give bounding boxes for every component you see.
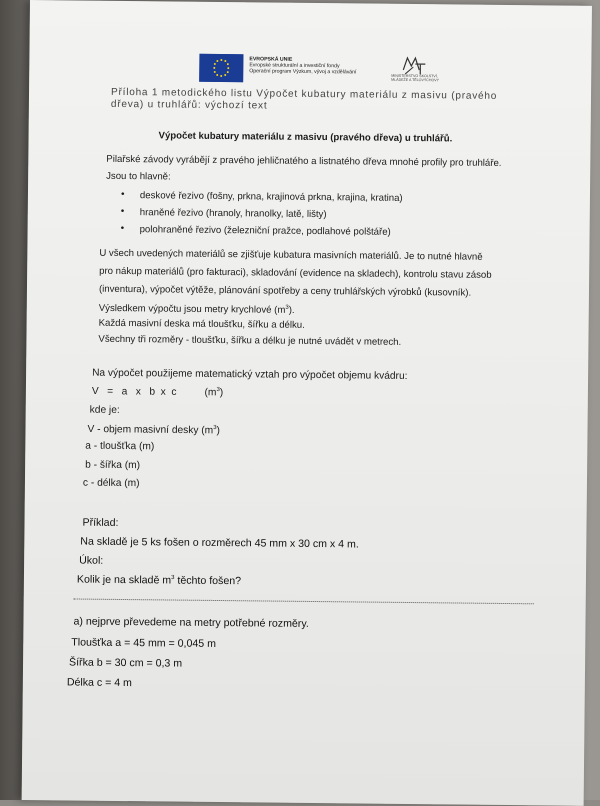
paragraph-line: Každá masivní deska má tloušťku, šířku a délku. — [98, 317, 305, 331]
solution-line: Tloušťka a = 45 mm = 0,045 m — [71, 636, 217, 650]
msmt-text-line: MINISTERSTVO ŠKOLSTVÍ, — [391, 73, 438, 79]
material-list — [112, 190, 402, 244]
document-page — [22, 0, 592, 806]
paragraph-line-result — [99, 300, 295, 317]
task-question — [77, 574, 241, 588]
paragraph-line: Všechny tři rozměry - tloušťku, šířku a délku je nutné uvádět v metrech. — [98, 333, 402, 348]
list-item: • hraněné řezivo (hranoly, hranolky, latě, lišty) — [113, 207, 403, 227]
eu-text-line: Evropské strukturální a investiční fondy — [249, 62, 340, 70]
question-text: těchto fošen? — [174, 574, 242, 588]
formula-text: V = a x b x c — [91, 386, 177, 398]
intro-line-1: Pilařské závody vyrábějí z pravého jehličnatého a listnatého dřeva mnohé profily pro truhláře. — [106, 153, 502, 169]
msmt-logo-text — [391, 74, 439, 83]
list-item: • deskové řezivo (fošny, prkna, krajinová prkna, krajina, kratina) — [113, 190, 403, 210]
example-text: Na skladě je 5 ks fošen o rozměrech 45 mm x 30 cm x 4 m. — [80, 535, 359, 551]
msmt-logo-icon — [401, 54, 429, 76]
subtitle-line-1: Příloha 1 metodického listu Výpočet kubatury materiálu z masivu (pravého — [110, 86, 498, 102]
paragraph-line: U všech uvedených materiálů se zjišťuje kubatura masivních materiálů. Je to nutné hlavně — [99, 247, 483, 263]
formula-c-def: c - délka (m) — [82, 477, 140, 490]
paragraph-line: pro nákup materiálů (pro fakturaci), skladování (evidence na skladech), kontrolu stavu zásob — [99, 265, 492, 281]
list-item: • polohraněné řezivo (železniční pražce, podlahové polštáře) — [112, 224, 402, 244]
formula-text: V - objem masivní desky (m — [87, 424, 214, 437]
document-title: Výpočet kubatury materiálu z masivu (pravého dřeva) u truhlářů. — [158, 130, 453, 145]
paragraph-text: Výsledkem výpočtu jsou metry krychlové (m — [98, 302, 286, 316]
formula-text: ) — [216, 425, 220, 437]
example-label: Příklad: — [82, 516, 119, 529]
subtitle-line-2: dřeva) u truhlářů: výchozí text — [110, 98, 268, 112]
msmt-text-line: MLÁDEŽE A TĚLOVÝCHOVY — [391, 77, 440, 83]
formula-b-def: b - šířka (m) — [85, 459, 141, 472]
dotted-separator — [74, 598, 534, 604]
paragraph-line: (inventura), výpočet výtěže, plánování spotřeby a ceny truhlářských výrobků (kusovník). — [98, 283, 472, 299]
formula-unit: (m — [204, 387, 217, 399]
formula-unit: ) — [219, 387, 224, 399]
eu-text-line: Operační program Výzkum, vývoj a vzdělávání — [249, 68, 357, 76]
eu-flag-icon — [199, 54, 243, 82]
superscript: 3 — [213, 424, 217, 431]
solution-step: a) nejprve převedeme na metry potřebné rozměry. — [73, 615, 309, 630]
superscript: 3 — [171, 574, 175, 582]
formula-v-def — [87, 424, 220, 437]
eu-logo-text — [249, 56, 356, 76]
eu-text-line: EVROPSKÁ UNIE — [249, 56, 293, 63]
formula-intro: Na výpočet použijeme matematický vztah pro výpočet objemu kvádru: — [92, 367, 408, 382]
formula-a-def: a - tloušťka (m) — [85, 440, 155, 453]
task-label: Úkol: — [79, 554, 104, 567]
superscript: 3 — [285, 304, 289, 311]
formula-expression — [92, 386, 223, 399]
formula-kde: kde je: — [89, 404, 120, 416]
superscript: 3 — [216, 386, 220, 394]
paragraph-text: ). — [288, 304, 295, 316]
question-text: Kolik je na skladě m — [76, 573, 172, 587]
intro-line-2: Jsou to hlavně: — [106, 170, 171, 183]
solution-line: Délka c = 4 m — [66, 676, 132, 690]
solution-line: Šířka b = 30 cm = 0,3 m — [69, 656, 183, 670]
